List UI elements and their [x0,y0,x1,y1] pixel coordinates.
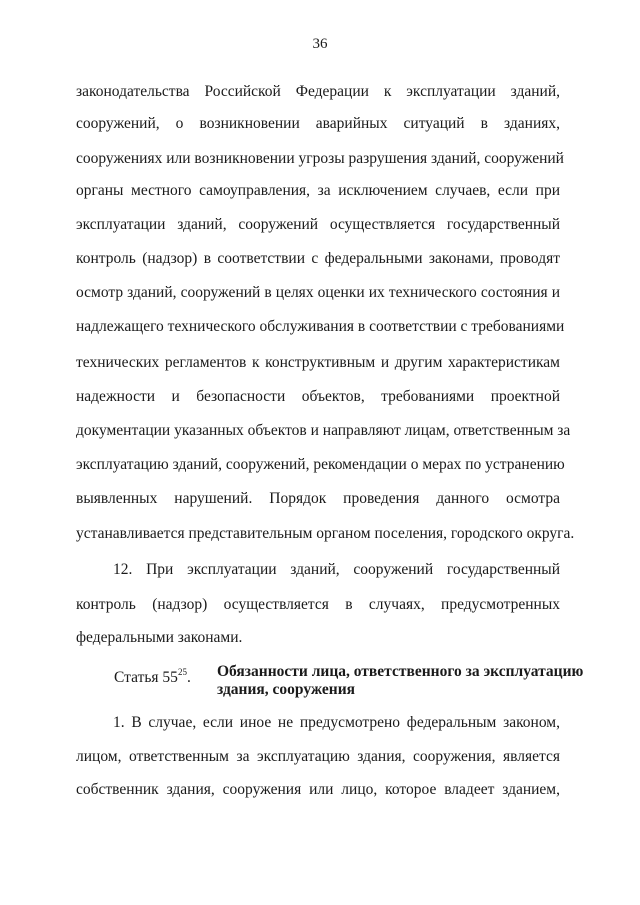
text-line: устанавливается представительным органом поселения, городского округа. [76,525,575,542]
text-line: федеральными законами. [76,629,243,646]
text-line: 1. В случае, если иное не предусмотрено федеральным законом, [113,714,560,731]
text-line: лицом, ответственным за эксплуатацию здания, сооружения, является [76,748,560,765]
article-number: Статья $55^{25}$. [114,667,191,686]
article-title-line: Обязанности лица, ответственного за эксплуатацию [217,663,584,680]
text-line: документации указанных объектов и направляют лицам, ответственным за [76,422,571,439]
text-line: сооружений, о возникновении аварийных ситуаций в зданиях, [76,115,560,132]
text-line: контроль (надзор) осуществляется в случаях, предусмотренных [76,596,560,613]
text-line: контроль (надзор) в соответствии с федеральными законами, проводят [76,250,560,267]
text-line: осмотр зданий, сооружений в целях оценки их технического состояния и [76,284,560,301]
text-line: сооружениях или возникновении угрозы разрушения зданий, сооружений [76,150,564,167]
text-line: эксплуатации зданий, сооружений осуществляется государственный [76,216,560,233]
text-line: собственник здания, сооружения или лицо, которое владеет зданием, [76,781,560,798]
article-title-line: здания, сооружения [217,681,356,698]
article-title [217,663,584,699]
text-line: выявленных нарушений. Порядок проведения данного осмотра [76,490,560,507]
text-line: органы местного самоуправления, за исключением случаев, если при [76,182,560,199]
text-line: надежности и безопасности объектов, требованиями проектной [76,388,560,405]
page-number: 36 [312,36,328,52]
text-line: эксплуатацию зданий, сооружений, рекомендации о мерах по устранению [76,456,565,473]
text-line: технических регламентов к конструктивным и другим характеристикам [76,354,560,371]
text-line: 12. При эксплуатации зданий, сооружений государственный [113,561,560,578]
text-line: надлежащего технического обслуживания в соответствии с требованиями [76,318,565,335]
text-line: законодательства Российской Федерации к эксплуатации зданий, [76,83,560,100]
